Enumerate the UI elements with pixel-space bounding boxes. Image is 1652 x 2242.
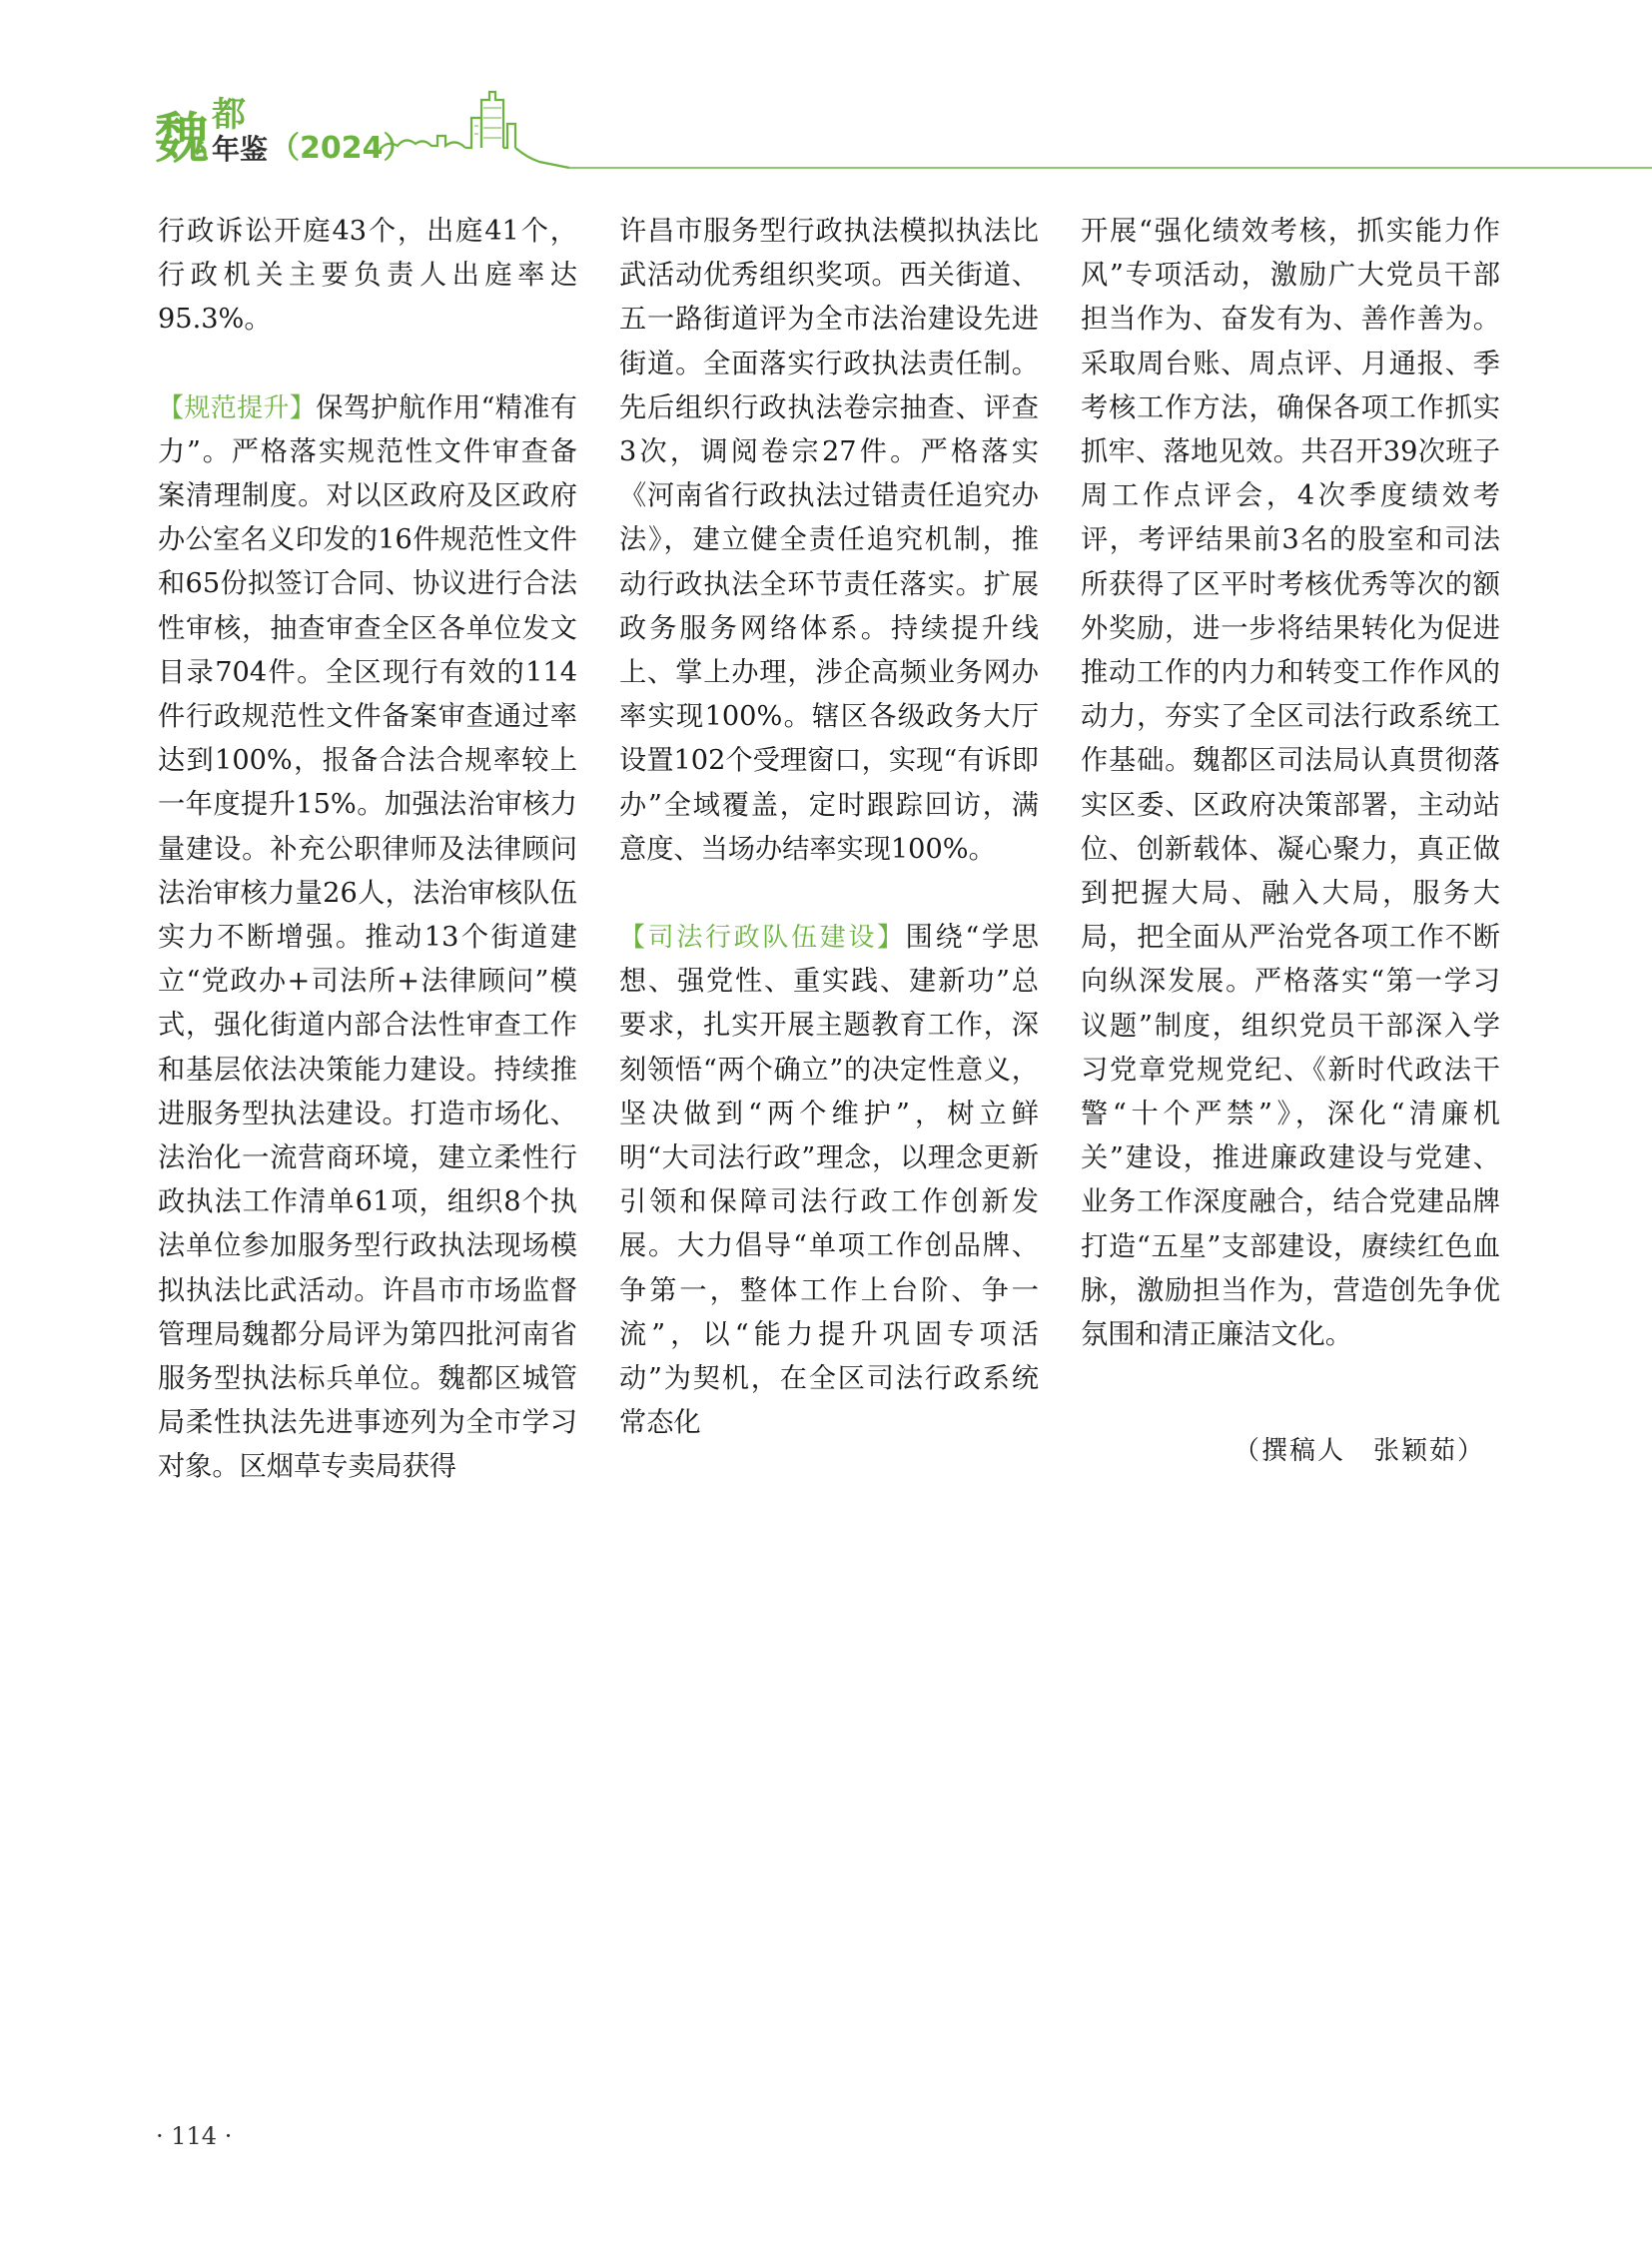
logo-yearbook-label: 年鉴 (212, 133, 269, 166)
section-body-team-building: 围绕“学思想、强党性、重实践、建新功”总要求，扎实开展主题教育工作，深刻领悟“两个确立”的决定性意义，坚决做到“两个维护”，树立鲜明“大司法行政”理念，以理念更新引领和保障司法行政工作创新发展。大力倡导“单项工作创品牌、争第一，整体工作上台阶、争一流”，以“能力提升巩固专项活动”为契机，在全区司法行政系统常态化 (619, 922, 1039, 1439)
text-column-1 (158, 210, 577, 1490)
section-title-team-building: 【司法行政队伍建设】 (619, 923, 906, 954)
paragraph-enforcement: 许昌市服务型行政执法模拟执法比武活动优秀组织奖项。西关街道、五一路街道评为全市法治建设先进街道。全面落实行政执法责任制。先后组织行政执法卷宗抽查、评查3次，调阅卷宗27件。严格落实《河南省行政执法过错责任追究办法》，建立健全责任追究机制，推动行政执法全环节责任落实。扩展政务服务网络体系。持续提升线上、掌上办理，涉企高频业务网办率实现100%。辖区各级政务大厅设置102个受理窗口，实现“有诉即办”全域覆盖，定时跟踪回访，满意度、当场办结率实现100%。 (619, 216, 1039, 865)
logo-character-wei: 魏 (155, 107, 209, 170)
text-column-3 (1081, 210, 1500, 1357)
section-title-standardization: 【规范提升】 (158, 392, 317, 423)
text-column-2 (619, 210, 1039, 1445)
logo-character-du: 都 (212, 95, 246, 135)
page-number: · 114 · (156, 2122, 233, 2150)
paragraph-standardization (158, 386, 577, 1490)
author-credit: （撰稿人 张颖茹） (1233, 1436, 1485, 1466)
logo-year-label: （2024） (270, 131, 413, 166)
paragraph-lawsuit-stats: 行政诉讼开庭43个，出庭41个，行政机关主要负责人出庭率达95.3%。 (158, 216, 577, 336)
section-body-standardization: 保驾护航作用“精准有力”。严格落实规范性文件审查备案清理制度。对以区政府及区政府办公室名义印发的16件规范性文件和65份拟签订合同、协议进行合法性审核，抽查审查全区各单位发文目录704件。全区现行有效的114件行政规范性文件备案审查通过率达到100%，报备合法合规率较上一年度提升15%。加强法治审核力量建设。补充公职律师及法律顾问法治审核力量26人，法治审核队伍实力不断增强。推动13个街道建立“党政办+司法所+法律顾问”模式，强化街道内部合法性审查工作和基层依法决策能力建设。持续推进服务型执法建设。打造市场化、法治化一流营商环境，建立柔性行政执法工作清单61项，组织8个执法单位参加服务型行政执法现场模拟执法比武活动。许昌市市场监督管理局魏都分局评为第四批河南省服务型执法标兵单位。魏都区城管局柔性执法先进事迹列为全市学习对象。区烟草专卖局获得 (158, 391, 577, 1483)
paragraph-performance-review: 开展“强化绩效考核，抓实能力作风”专项活动，激励广大党员干部担当作为、奋发有为、善作善为。采取周台账、周点评、月通报、季考核工作方法，确保各项工作抓实抓牢、落地见效。共召开39次班子周工作点评会，4次季度绩效考评，考评结果前3名的股室和司法所获得了区平时考核优秀等次的额外奖励，进一步将结果转化为促进推动工作的内力和转变工作作风的动力，夯实了全区司法行政系统工作基础。魏都区司法局认真贯彻落实区委、区政府决策部署，主动站位、创新载体、凝心聚力，真正做到把握大局、融入大局，服务大局，把全面从严治党各项工作不断向纵深发展。严格落实“第一学习议题”制度，组织党员干部深入学习党章党规党纪、《新时代政法干警“十个严禁”》，深化“清廉机关”建设，推进廉政建设与党建、业务工作深度融合，结合党建品牌打造“五星”支部建设，赓续红色血脉，激励担当作为，营造创先争优氛围和清正廉洁文化。 (1081, 216, 1500, 1351)
paragraph-team-building (619, 916, 1039, 1445)
city-skyline-decoration (380, 88, 1652, 178)
page-header (0, 0, 1652, 175)
